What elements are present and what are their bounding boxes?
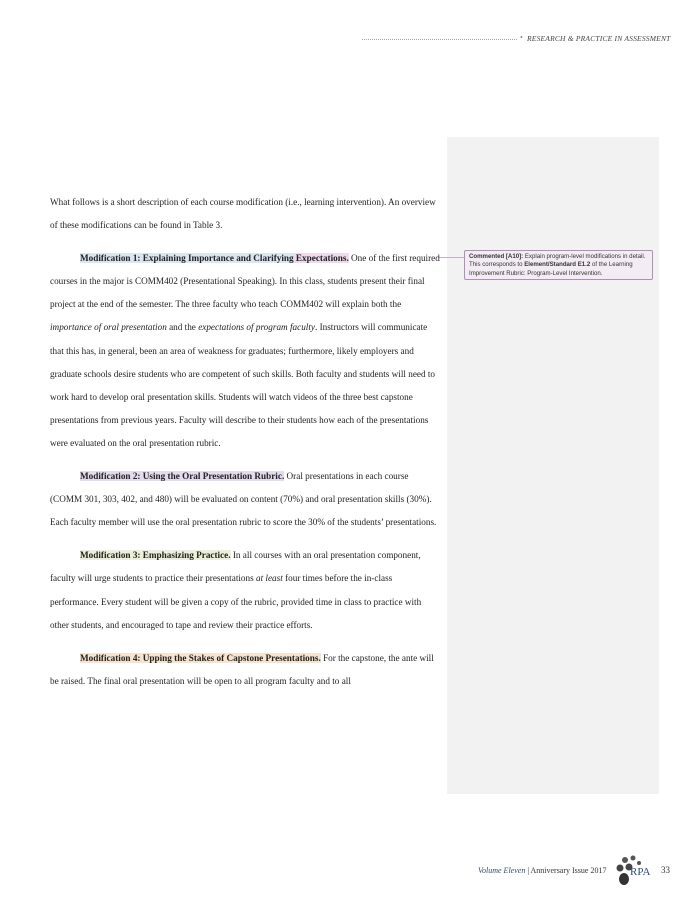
modification-3-emphasis: at least	[255, 573, 283, 584]
rpa-logo	[615, 854, 655, 890]
header-dotted-rule	[362, 39, 517, 40]
modification-2-paragraph	[50, 465, 440, 534]
footer-volume: Volume Eleven	[478, 866, 526, 875]
modification-1-text: One of the first required courses in the major is COMM402 (Presentational Speaking). In this class, students present their final project at the end of the semester. The three faculty who teach COMM402 will explain both the	[50, 253, 440, 310]
comment-connector	[438, 257, 464, 258]
modification-3-text: In all courses with an oral presentation component, faculty will urge students to practice their presentations	[50, 550, 421, 584]
comment-pane	[447, 137, 659, 794]
comment-standard: Element/Standard E1.2	[524, 261, 591, 269]
modification-4-heading: Modification 4: Upping the Stakes of Capstone Presentations.	[80, 652, 321, 663]
comment-label: Commented [A10]:	[469, 253, 524, 260]
logo-text: RPA	[630, 866, 651, 878]
footer-issue: | Anniversary Issue 2017	[525, 866, 607, 875]
page-number: 33	[661, 865, 670, 875]
intro-paragraph: What follows is a short description of each course modification (i.e., learning intervention). An overview of these modifications can be found in Table 3.	[50, 197, 436, 231]
comment-balloon[interactable]	[464, 250, 653, 280]
modification-1-heading-commented[interactable]: Expectations.	[293, 253, 349, 264]
modification-3-heading: Modification 3: Emphasizing Practice.	[80, 550, 231, 561]
modification-2-text: Oral presentations in each course (COMM 301, 303, 402, and 480) will be evaluated on content (70%) and oral presentation skills (30%). Each faculty member will use the oral presentation rubric to score the 30% of the students’ presentations.	[50, 471, 437, 528]
page-footer	[478, 866, 606, 875]
modification-2-heading: Modification 2: Using the Oral Presentation Rubric.	[80, 471, 285, 482]
comment-text-1: Explain program-level modifications in detail. This corresponds to	[469, 253, 646, 269]
running-header: RESEARCH & PRACTICE IN ASSESSMENT	[527, 34, 671, 43]
modification-3-text-2: four times before the in-class performance. Every student will be given a copy of the rubric, provided time in class to practice with other students, and encouraged to tape and review their practice efforts.	[50, 573, 422, 630]
modification-4-paragraph	[50, 647, 440, 693]
modification-1-text-2: and the	[166, 322, 199, 333]
comment-text-2: of the Learning Improvement Rubric: Program-Level Intervention.	[469, 261, 633, 277]
modification-1-paragraph	[50, 247, 440, 455]
header-bullet: •	[520, 33, 523, 42]
modification-1-text-3: . Instructors will communicate that this has, in general, been an area of weakness for graduates; furthermore, likely employers and graduate schools desire students who are competent of such skills. Both faculty and students will need to work hard to develop oral presentation skills. Students will watch videos of the three best capstone presentations from previous years. Faculty will describe to their students how each of the presentations were evaluated on the oral presentation rubric.	[50, 322, 436, 448]
modification-3-paragraph	[50, 544, 440, 636]
modification-1-heading: Modification 1: Explaining Importance and Clarifying	[80, 253, 294, 264]
document-body	[50, 191, 440, 703]
modification-4-text: For the capstone, the ante will be raised. The final oral presentation will be open to all program faculty and to all	[50, 652, 434, 686]
modification-1-emphasis-1: importance of oral presentation	[50, 322, 167, 333]
modification-1-emphasis-2: expectations of program faculty	[198, 322, 315, 333]
